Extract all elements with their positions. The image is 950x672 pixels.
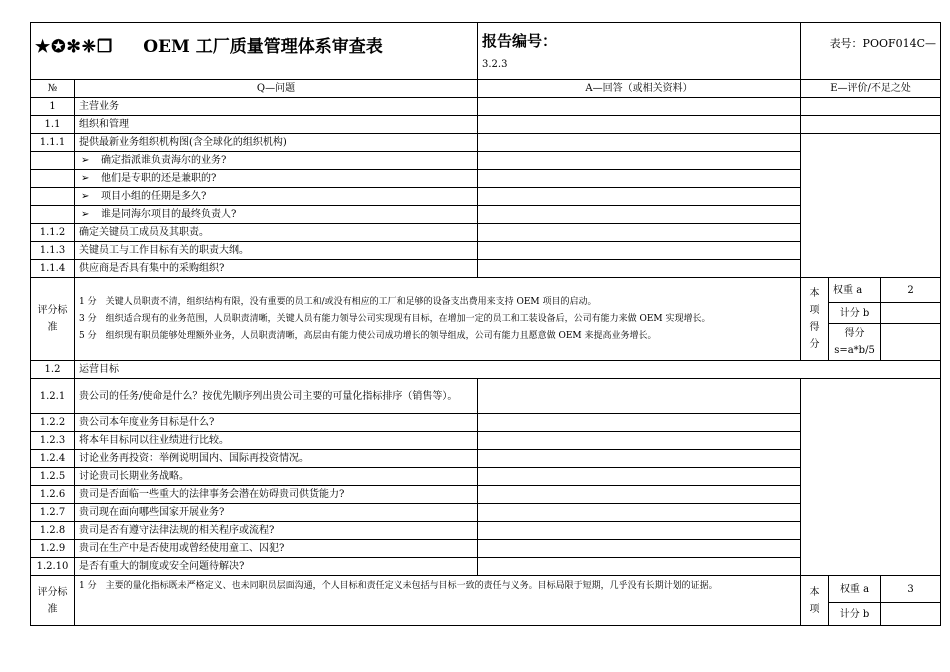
answer-cell[interactable] [478, 224, 801, 242]
column-header-row [31, 80, 941, 98]
answer-cell[interactable] [478, 379, 801, 414]
row-no: 1.1.4 [31, 260, 75, 278]
row-question: 是否有重大的制度或安全问题待解决? [75, 558, 478, 576]
answer-cell[interactable] [478, 152, 801, 170]
title-text: OEM 工厂质量管理体系审查表 [143, 37, 383, 57]
criterion-3: 3 分 组织适合现有的业务范围，人员职责清晰，关键人员有能力领导公司实现现有目标，在增加一定的员工和工装设备后，公司有能力来做 OEM 实现增长。 [79, 313, 711, 324]
answer-cell[interactable] [478, 468, 801, 486]
scoring-label: 评分标准 [31, 576, 75, 626]
count-label: 计分 b [829, 603, 881, 626]
row-no: 1.1.3 [31, 242, 75, 260]
answer-cell[interactable] [478, 414, 801, 432]
audit-table [30, 22, 941, 626]
header-row [31, 23, 941, 80]
row-no: 1 [31, 98, 75, 116]
row-no: 1.2.2 [31, 414, 75, 432]
answer-cell[interactable] [478, 170, 801, 188]
row-question: 讨论业务再投资：举例说明国内、国际再投资情况。 [75, 450, 478, 468]
row-question-bullet: ➢ 项目小组的任期是多久? [75, 188, 478, 206]
row-question: 关键员工与工作目标有关的职责大纲。 [75, 242, 478, 260]
row-no: 1.2 [31, 361, 75, 379]
answer-cell[interactable] [478, 522, 801, 540]
row-no [31, 152, 75, 170]
weight-label: 权重 a [829, 576, 881, 603]
answer-cell[interactable] [478, 432, 801, 450]
row-question: 提供最新业务组织机构图(含全球化的组织机构) [75, 134, 478, 152]
row-no: 1.2.1 [31, 379, 75, 414]
scoring-label: 评分标准 [31, 278, 75, 361]
answer-cell[interactable] [478, 486, 801, 504]
answer-cell[interactable] [478, 504, 801, 522]
row-no: 1.2.6 [31, 486, 75, 504]
row-no: 1.2.10 [31, 558, 75, 576]
col-evaluation: E—评价/不足之处 [801, 80, 941, 98]
row-question: 将本年目标同以往业绩进行比较。 [75, 432, 478, 450]
row-no: 1.1.2 [31, 224, 75, 242]
row-no: 1.2.8 [31, 522, 75, 540]
form-number: 表号：POOF014C— [801, 23, 941, 80]
row-no: 1.1 [31, 116, 75, 134]
page-title [31, 23, 478, 80]
report-number-cell [478, 23, 801, 80]
audit-sheet [30, 22, 940, 626]
evaluation-cell[interactable] [801, 98, 941, 116]
col-question: Q—问题 [75, 80, 478, 98]
col-no: № [31, 80, 75, 98]
row-question-bullet: ➢ 确定指派谁负责海尔的业务? [75, 152, 478, 170]
row-question: 贵司在生产中是否使用或曾经使用童工、囚犯? [75, 540, 478, 558]
answer-cell[interactable] [478, 134, 801, 152]
answer-cell[interactable] [478, 206, 801, 224]
score-label: 得分 s=a*b/5 [829, 324, 881, 361]
weight-value: 2 [881, 278, 941, 303]
row-no: 1.2.5 [31, 468, 75, 486]
table-row [31, 98, 941, 116]
row-question: 供应商是否具有集中的采购组织? [75, 260, 478, 278]
row-question-bullet: ➢ 谁是同海尔项目的最终负责人? [75, 206, 478, 224]
answer-cell[interactable] [478, 242, 801, 260]
row-question: 运营目标 [75, 361, 941, 379]
item-score-label: 本项得分 [801, 278, 829, 361]
scoring-row [31, 576, 941, 603]
criterion-5: 5 分 组织现有职员能够处理额外业务，人员职责清晰，高层由有能力使公司成功增长的领导组成，公司有能力且愿意做 OEM 来提高业务增长。 [79, 330, 657, 341]
scoring-row [31, 278, 941, 303]
row-no: 1.2.4 [31, 450, 75, 468]
row-no [31, 188, 75, 206]
row-no: 1.2.7 [31, 504, 75, 522]
row-question: 讨论贵司长期业务战略。 [75, 468, 478, 486]
scoring-criteria [75, 576, 801, 626]
table-row [31, 379, 941, 414]
answer-cell[interactable] [478, 450, 801, 468]
scoring-criteria [75, 278, 801, 361]
row-question: 贵公司的任务/使命是什么？按优先顺序列出贵公司主要的可量化指标排序（销售等）。 [75, 379, 478, 414]
criterion-1: 1 分 主要的量化指标既未严格定义、也未同职员层面沟通，个人目标和责任定义未包括与目标一致的责任与义务。目标局限于短期，几乎没有长期计划的证据。 [79, 581, 718, 591]
row-no: 1.1.1 [31, 134, 75, 152]
row-question: 组织和管理 [75, 116, 478, 134]
table-row [31, 116, 941, 134]
count-value[interactable] [881, 603, 941, 626]
header-symbols: ★✪✻❈❒ [35, 37, 114, 57]
row-question: 贵公司本年度业务目标是什么? [75, 414, 478, 432]
count-label: 计分 b [829, 303, 881, 324]
score-value[interactable] [881, 324, 941, 361]
weight-label: 权重 a [829, 278, 881, 303]
row-no [31, 206, 75, 224]
row-question: 确定关键员工成员及其职责。 [75, 224, 478, 242]
answer-cell[interactable] [478, 540, 801, 558]
row-no: 1.2.9 [31, 540, 75, 558]
report-number-sub: 3.2.3 [482, 59, 508, 70]
report-number-label: 报告编号： [482, 32, 558, 50]
answer-cell[interactable] [478, 188, 801, 206]
evaluation-cell[interactable] [801, 379, 941, 576]
table-row [31, 361, 941, 379]
row-no: 1.2.3 [31, 432, 75, 450]
item-score-label: 本项 [801, 576, 829, 626]
answer-cell[interactable] [478, 98, 801, 116]
row-question: 主营业务 [75, 98, 478, 116]
answer-cell[interactable] [478, 260, 801, 278]
criterion-1: 1 分 关键人员职责不清，组织结构有限，没有重要的员工和/或没有相应的工厂和足够的设备支出费用来支持 OEM 项目的启动。 [79, 296, 597, 307]
row-question: 贵司是否有遵守法律法规的相关程序或流程? [75, 522, 478, 540]
answer-cell[interactable] [478, 558, 801, 576]
row-question: 贵司是否面临一些重大的法律事务会潜在妨碍贵司供货能力? [75, 486, 478, 504]
weight-value: 3 [881, 576, 941, 603]
row-question-bullet: ➢ 他们是专职的还是兼职的? [75, 170, 478, 188]
answer-cell[interactable] [478, 116, 801, 134]
count-value[interactable] [881, 303, 941, 324]
col-answer: A—回答（或相关资料） [478, 80, 801, 98]
evaluation-cell[interactable] [801, 134, 941, 278]
row-question: 贵司现在面向哪些国家开展业务? [75, 504, 478, 522]
table-row [31, 134, 941, 152]
evaluation-cell[interactable] [801, 116, 941, 134]
row-no [31, 170, 75, 188]
